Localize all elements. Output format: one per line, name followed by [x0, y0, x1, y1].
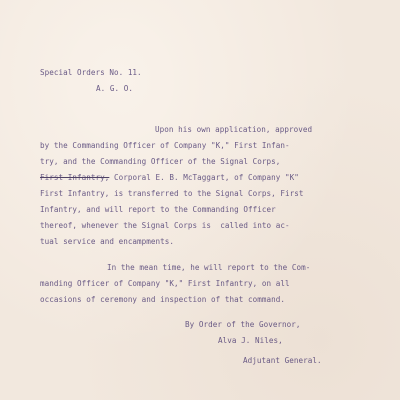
body-line-9: In the mean time, he will report to the Com- [107, 263, 311, 272]
body-line-1: Upon his own application, approved [155, 125, 313, 134]
orders-number: Special Orders No. 11. [40, 68, 142, 77]
office-designation: A. G. O. [96, 84, 133, 93]
body-line-3: try, and the Commanding Officer of the Signal Corps, [40, 157, 281, 166]
body-line-7: thereof, whenever the Signal Corps is called into ac- [40, 221, 290, 230]
struck-text: First Infantry, [40, 173, 110, 182]
body-line-5: First Infantry, is transferred to the Signal Corps, First [40, 189, 304, 198]
body-line-4 [40, 173, 299, 182]
body-line-11: occasions of ceremony and inspection of that command. [40, 295, 285, 304]
signature-name: Alva J. Niles, [218, 336, 283, 345]
body-line-8: tual service and encampments. [40, 237, 175, 246]
body-line-6: Infantry, and will report to the Commanding Officer [40, 205, 276, 214]
body-line-2: by the Commanding Officer of Company "K," First Infan- [40, 141, 290, 150]
signature-order-line: By Order of the Governor, [185, 320, 301, 329]
signature-title: Adjutant General. [243, 356, 322, 365]
body-line-10: manding Officer of Company "K," First Infantry, on all [40, 279, 290, 288]
body-line-4-text: Corporal E. B. McTaggart, of Company "K" [113, 173, 299, 182]
